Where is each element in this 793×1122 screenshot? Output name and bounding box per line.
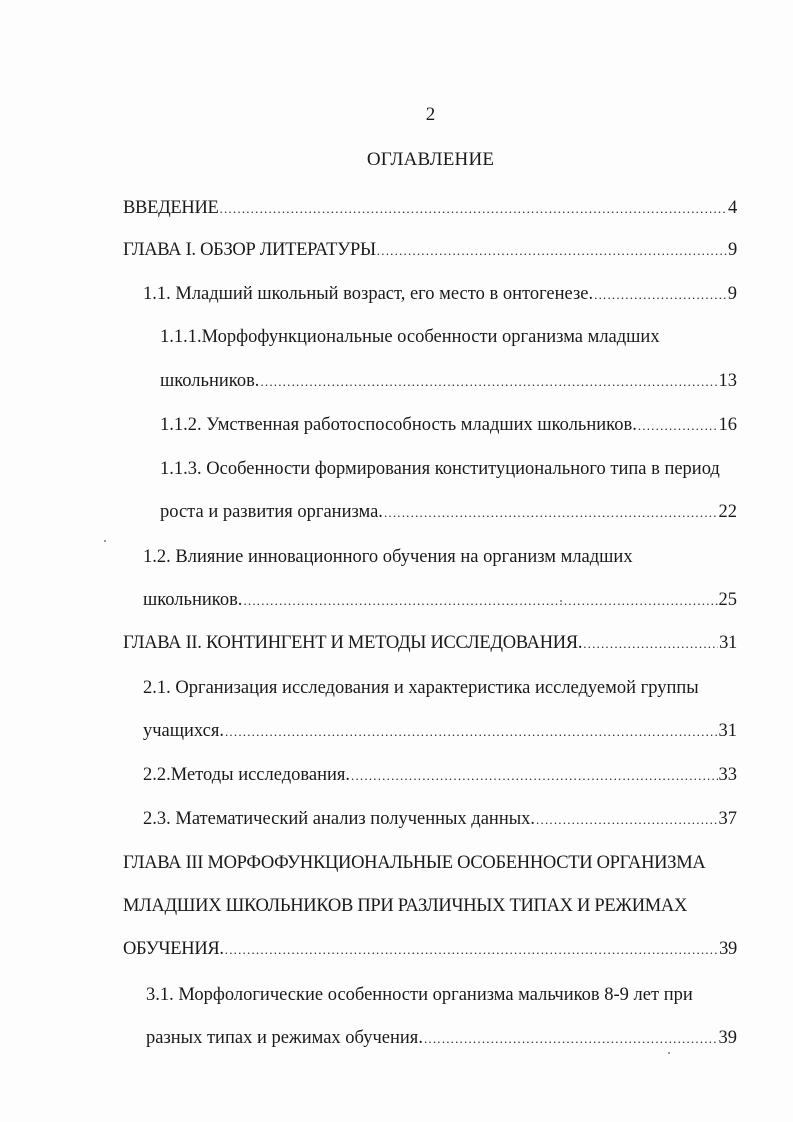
toc-entry-page: 9 bbox=[728, 240, 737, 260]
toc-entry-page: 9 bbox=[727, 284, 737, 304]
toc-entry-page: 31 bbox=[719, 633, 737, 653]
leader-dots bbox=[225, 720, 718, 744]
toc-entry-text: 2.1. Организация исследования и характеристика исследуемой группы bbox=[143, 678, 699, 698]
scan-speck bbox=[668, 1052, 670, 1054]
toc-entry-page: 33 bbox=[718, 765, 737, 785]
toc-entry-text: ГЛАВА II. КОНТИНГЕНТ И МЕТОДЫ ИССЛЕДОВАНИЯ. bbox=[123, 633, 583, 653]
toc-entry-3-1[interactable] bbox=[146, 983, 737, 1007]
toc-entry-text: ГЛАВА III МОРФОФУНКЦИОНАЛЬНЫЕ ОСОБЕННОСТИ ОРГАНИЗМА bbox=[123, 853, 706, 873]
toc-entry-page: 4 bbox=[728, 198, 737, 218]
leader-dots bbox=[220, 197, 728, 221]
toc-entry-chapter-2[interactable] bbox=[123, 631, 737, 656]
leader-dots bbox=[536, 808, 717, 832]
toc-entry-page: 16 bbox=[718, 415, 737, 435]
toc-entry-2-1[interactable] bbox=[143, 676, 737, 700]
toc-entry-chapter-3-cont2[interactable] bbox=[123, 937, 737, 962]
toc-entry-chapter-3-cont[interactable] bbox=[123, 894, 737, 918]
page-number: 2 bbox=[425, 104, 436, 125]
toc-entry-text: 3.1. Морфологические особенности организма мальчиков 8-9 лет при bbox=[146, 985, 693, 1005]
toc-entry-text: 2.3. Математический анализ полученных данных. bbox=[143, 809, 536, 829]
toc-title: ОГЛАВЛЕНИЕ bbox=[366, 149, 495, 170]
toc-entry-page: 37 bbox=[718, 809, 737, 829]
toc-entry-1-2[interactable] bbox=[143, 545, 737, 569]
leader-dots bbox=[351, 764, 717, 788]
toc-entry-chapter-1[interactable] bbox=[123, 238, 737, 263]
leader-dots bbox=[260, 370, 717, 394]
leader-dots bbox=[594, 283, 727, 307]
toc-entry-text: ГЛАВА I. ОБЗОР ЛИТЕРАТУРЫ bbox=[123, 240, 376, 260]
toc-entry-1-1[interactable] bbox=[143, 282, 737, 307]
toc-entry-text: школьников. bbox=[143, 590, 243, 610]
toc-entry-1-1-1[interactable] bbox=[160, 325, 737, 349]
leader-dots bbox=[225, 938, 718, 962]
toc-entry-2-3[interactable] bbox=[143, 807, 737, 832]
leader-dots bbox=[243, 589, 717, 613]
toc-entry-text: ОБУЧЕНИЯ. bbox=[123, 939, 224, 959]
toc-entry-2-2[interactable] bbox=[143, 763, 737, 788]
scan-speck bbox=[560, 600, 562, 602]
toc-entry-chapter-3[interactable] bbox=[123, 851, 737, 875]
toc-entry-text: МЛАДШИХ ШКОЛЬНИКОВ ПРИ РАЗЛИЧНЫХ ТИПАХ И РЕЖИМАХ bbox=[123, 896, 688, 916]
leader-dots bbox=[424, 1027, 718, 1051]
toc-entry-2-1-cont[interactable] bbox=[143, 719, 737, 744]
toc-entry-page: 22 bbox=[718, 502, 737, 522]
toc-entry-text: разных типах и режимах обучения. bbox=[146, 1028, 423, 1048]
leader-dots bbox=[638, 414, 718, 438]
leader-dots bbox=[583, 632, 718, 656]
toc-entry-text: ВВЕДЕНИЕ bbox=[123, 198, 219, 218]
toc-entry-1-1-1-cont[interactable] bbox=[160, 369, 737, 394]
toc-entry-text: школьников. bbox=[160, 371, 260, 391]
toc-entry-1-1-3-cont[interactable] bbox=[160, 500, 737, 525]
toc-entry-text: учащихся. bbox=[143, 721, 224, 741]
toc-entry-3-1-cont[interactable] bbox=[146, 1026, 737, 1051]
toc-entry-page: 39 bbox=[718, 1028, 737, 1048]
toc-entry-text: роста и развития организма. bbox=[160, 502, 383, 522]
toc-entry-text: 2.2.Методы исследования. bbox=[143, 765, 351, 785]
toc-entry-text: 1.1.3. Особенности формирования конституционального типа в период bbox=[160, 459, 720, 479]
toc-entry-text: 1.1. Младший школьный возраст, его место в онтогенезе. bbox=[143, 284, 594, 304]
leader-dots bbox=[377, 239, 727, 263]
scan-speck bbox=[104, 540, 106, 542]
toc-entry-page: 13 bbox=[718, 371, 737, 391]
toc-entry-page: 31 bbox=[718, 721, 737, 741]
toc-entry-text: 1.2. Влияние инновационного обучения на организм младших bbox=[143, 547, 633, 567]
toc-entry-page: 39 bbox=[719, 939, 737, 959]
toc-entry-text: 1.1.1.Морфофункциональные особенности организма младших bbox=[160, 327, 660, 347]
toc-entry-text: 1.1.2. Умственная работоспособность младших школьников. bbox=[160, 415, 637, 435]
toc-entry-page: 25 bbox=[718, 590, 737, 610]
leader-dots bbox=[384, 501, 718, 525]
toc-entry-1-1-3[interactable] bbox=[160, 457, 737, 481]
toc-entry-1-1-2[interactable] bbox=[160, 413, 737, 438]
toc-entry-introduction[interactable] bbox=[123, 196, 737, 221]
toc-entry-1-2-cont[interactable] bbox=[143, 588, 737, 613]
